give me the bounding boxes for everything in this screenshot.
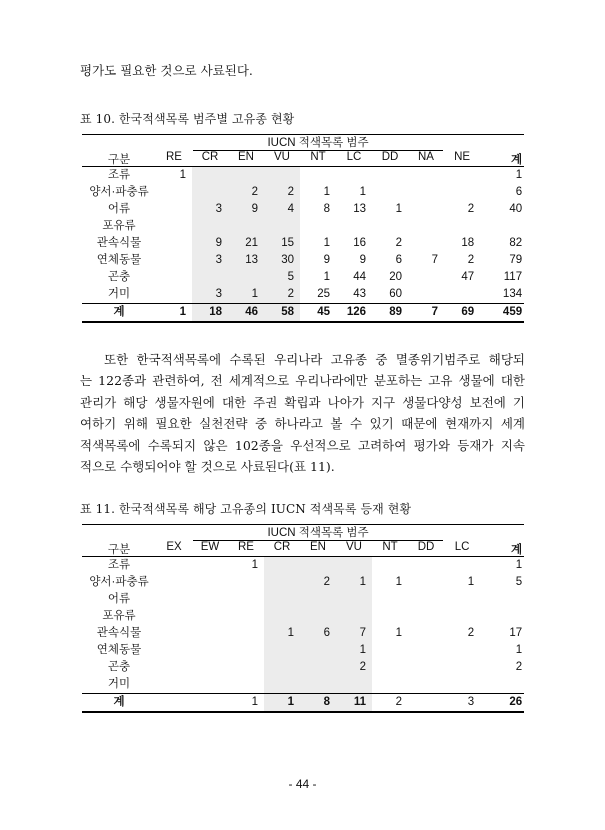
table-cell: 5 — [264, 269, 300, 286]
row-total: 6 — [515, 185, 523, 198]
table-cell — [228, 218, 264, 235]
total-cell — [192, 694, 228, 713]
row-total: 5 — [515, 575, 523, 588]
total-cell: 2 — [372, 694, 408, 713]
table-cell — [228, 676, 264, 694]
table-row — [82, 286, 524, 304]
table-cell — [192, 591, 228, 608]
table-cell — [444, 608, 480, 625]
table-cell — [408, 557, 444, 575]
total-cell: 69 — [444, 304, 480, 323]
table-cell — [156, 557, 192, 575]
table-cell: 1 — [323, 236, 330, 249]
table-cell — [372, 659, 408, 676]
table-cell — [300, 218, 336, 235]
table-cell — [300, 591, 336, 608]
total-cell: 1 — [228, 694, 264, 713]
table-cell: 1 — [251, 558, 258, 571]
total-row — [82, 304, 524, 323]
table-cell — [300, 659, 336, 676]
table-cell: 2 — [467, 253, 475, 266]
table-cell — [192, 676, 228, 694]
table-cell — [444, 286, 480, 304]
column-header: LC — [444, 541, 480, 557]
paragraph-line: 적으로 수행되어야 할 것으로 사료된다(표 11). — [80, 459, 335, 475]
table-cell: 8 — [323, 202, 330, 215]
table-cell: 21 — [228, 235, 264, 252]
table-cell — [444, 167, 480, 185]
table-cell — [228, 659, 264, 676]
table-cell — [408, 642, 444, 659]
column-header: VU — [336, 541, 372, 557]
table-cell: 9 — [359, 253, 366, 266]
table-cell — [336, 591, 372, 608]
total-cell: 11 — [336, 694, 372, 713]
total-cell: 3 — [444, 694, 480, 713]
paragraph-line: 적색목록에 수록되지 않은 102종을 우선적으로 고려하여 평가와 등재가 지속 — [80, 437, 525, 453]
row-total: 82 — [509, 236, 523, 249]
col-group-header: 구분 — [82, 525, 156, 557]
column-header: EN — [228, 151, 264, 167]
table-cell — [444, 557, 480, 575]
paragraph-line: 관리가 해당 생물자원에 대한 주권 확립과 나아가 지구 생물다양성 보전에 기 — [80, 394, 525, 410]
total-cell: 58 — [264, 304, 300, 323]
table-cell — [336, 608, 372, 625]
table-cell — [156, 201, 192, 218]
table-cell — [156, 591, 192, 608]
table-row — [82, 252, 524, 269]
table-cell — [336, 557, 372, 575]
table-cell — [300, 642, 336, 659]
table-cell — [264, 557, 300, 575]
table-cell — [336, 218, 372, 235]
table-cell — [156, 642, 192, 659]
table-cell — [372, 557, 408, 575]
table-cell: 7 — [336, 625, 372, 642]
row-label: 어류 — [107, 202, 131, 215]
table-cell — [300, 676, 336, 694]
column-header: VU — [264, 151, 300, 167]
table-row — [82, 676, 524, 694]
row-total: 79 — [509, 253, 523, 266]
table-cell: 1 — [395, 626, 402, 639]
table-cell: 13 — [228, 252, 264, 269]
table-cell — [156, 184, 192, 201]
table-cell — [264, 591, 300, 608]
table-cell — [192, 167, 228, 185]
table-cell: 9 — [228, 201, 264, 218]
row-label: 관속식물 — [96, 236, 142, 249]
column-header: CR — [264, 541, 300, 557]
total-cell — [408, 694, 444, 713]
table-cell: 1 — [395, 575, 402, 588]
table-row — [82, 184, 524, 201]
table-cell — [264, 642, 300, 659]
table-cell — [372, 591, 408, 608]
paragraph-line: 여하기 위해 필요한 실천전략 중 하나라고 볼 수 있기 때문에 현재까지 세계 — [80, 416, 525, 432]
row-label: 양서·파충류 — [89, 575, 149, 588]
paragraph-line: 또한 한국적색목록에 수록된 우리나라 고유종 중 멸종위기범주로 해당되 — [104, 352, 525, 367]
table-cell — [372, 218, 408, 235]
row-label: 조류 — [107, 168, 131, 181]
row-total: 1 — [515, 168, 523, 181]
total-header: 계 — [480, 525, 524, 557]
row-label: 조류 — [107, 558, 131, 571]
table-cell: 13 — [353, 202, 366, 215]
column-header: NT — [300, 151, 336, 167]
table-cell: 1 — [336, 642, 372, 659]
table-cell — [444, 659, 480, 676]
table-cell — [264, 676, 300, 694]
row-total: 134 — [502, 287, 523, 300]
table-cell — [372, 676, 408, 694]
column-header: EN — [300, 541, 336, 557]
table-cell — [156, 625, 192, 642]
row-label: 곤충 — [107, 270, 131, 283]
table-cell: 1 — [323, 185, 330, 198]
table-cell: 20 — [389, 270, 402, 283]
table-cell — [228, 591, 264, 608]
table-cell — [372, 167, 408, 185]
table-cell — [336, 676, 372, 694]
table-cell — [336, 167, 372, 185]
table-cell: 3 — [192, 252, 228, 269]
table-row — [82, 608, 524, 625]
table-cell — [300, 557, 336, 575]
table-cell: 6 — [300, 625, 336, 642]
row-label: 거미 — [107, 677, 131, 690]
column-header: NA — [408, 151, 444, 167]
row-label: 거미 — [107, 287, 131, 300]
table-cell — [156, 676, 192, 694]
table-cell — [372, 608, 408, 625]
total-cell: 46 — [228, 304, 264, 323]
table-cell: 2 — [336, 659, 372, 676]
table-cell: 25 — [317, 287, 330, 300]
table-cell — [156, 659, 192, 676]
table11-caption: 표 11. 한국적색목록 해당 고유종의 IUCN 적색목록 등재 현황 — [80, 502, 412, 516]
table-cell: 1 — [228, 286, 264, 304]
table-cell — [192, 642, 228, 659]
table-cell: 2 — [467, 202, 475, 215]
table-cell: 3 — [192, 201, 228, 218]
table-cell — [408, 286, 444, 304]
row-label: 어류 — [107, 592, 131, 605]
grand-total: 26 — [480, 694, 524, 713]
table-row — [82, 557, 524, 575]
table-cell — [156, 574, 192, 591]
table-cell — [408, 235, 444, 252]
table-cell — [156, 286, 192, 304]
total-cell: 8 — [300, 694, 336, 713]
row-label: 포유류 — [102, 219, 136, 232]
table-cell — [372, 184, 408, 201]
row-total: 40 — [509, 202, 523, 215]
table-cell — [264, 574, 300, 591]
table-cell: 7 — [431, 253, 438, 266]
table-cell: 1 — [359, 185, 366, 198]
total-row — [82, 694, 524, 713]
column-header: LC — [336, 151, 372, 167]
column-header: RE — [156, 151, 192, 167]
table-row — [82, 201, 524, 218]
row-total: 1 — [515, 643, 523, 656]
total-cell: 45 — [300, 304, 336, 323]
table-cell: 18 — [461, 236, 475, 249]
row-label: 연체동물 — [96, 643, 142, 656]
table-cell — [372, 642, 408, 659]
column-header: EW — [192, 541, 228, 557]
table-cell — [192, 218, 228, 235]
table-cell — [192, 608, 228, 625]
table-cell — [408, 184, 444, 201]
column-header: EX — [156, 541, 192, 557]
row-total — [480, 608, 524, 625]
row-label: 곤충 — [107, 660, 131, 673]
table-cell — [192, 184, 228, 201]
column-header: DD — [408, 541, 444, 557]
table-cell: 1 — [264, 625, 300, 642]
table-row — [82, 625, 524, 642]
column-header: NE — [444, 151, 480, 167]
table-cell — [156, 608, 192, 625]
column-header: CR — [192, 151, 228, 167]
table-cell — [192, 557, 228, 575]
body-paragraph — [80, 349, 525, 477]
total-cell: 7 — [408, 304, 444, 323]
category-header: IUCN 적색목록 범주 — [193, 138, 443, 152]
table-cell: 9 — [192, 235, 228, 252]
total-cell: 1 — [264, 694, 300, 713]
table-cell: 6 — [395, 253, 402, 266]
total-cell: 1 — [156, 304, 192, 323]
table10 — [82, 134, 524, 323]
top-text: 평가도 필요한 것으로 사료된다. — [80, 63, 253, 78]
table-cell — [408, 676, 444, 694]
table-cell: 60 — [389, 287, 402, 300]
table-cell — [444, 591, 480, 608]
table-row — [82, 167, 524, 185]
table-cell — [408, 574, 444, 591]
table-cell — [156, 252, 192, 269]
table-cell — [228, 167, 264, 185]
table-cell — [264, 659, 300, 676]
table-cell — [444, 218, 480, 235]
table-cell: 1 — [467, 575, 475, 588]
total-row-label: 계 — [82, 304, 156, 323]
table-cell — [264, 218, 300, 235]
row-total: 117 — [503, 270, 523, 283]
table-cell — [408, 201, 444, 218]
table-cell — [192, 659, 228, 676]
table-cell: 2 — [395, 236, 402, 249]
total-cell: 18 — [192, 304, 228, 323]
table-cell: 2 — [264, 184, 300, 201]
total-cell: 89 — [372, 304, 408, 323]
table10-caption: 표 10. 한국적색목록 범주별 고유종 현황 — [80, 112, 295, 126]
table-cell: 44 — [353, 270, 366, 283]
table-cell — [192, 269, 228, 286]
table-cell: 2 — [228, 184, 264, 201]
total-cell — [156, 694, 192, 713]
table-cell: 43 — [353, 287, 366, 300]
table-cell — [408, 659, 444, 676]
table-row — [82, 235, 524, 252]
table-cell — [228, 625, 264, 642]
table-row — [82, 591, 524, 608]
table-cell — [300, 167, 336, 185]
row-total — [480, 591, 524, 608]
table-cell — [408, 167, 444, 185]
table-cell: 2 — [300, 574, 336, 591]
table-row — [82, 269, 524, 286]
table-cell — [264, 608, 300, 625]
table-cell: 1 — [179, 168, 186, 181]
table-cell: 30 — [264, 252, 300, 269]
table-cell — [228, 574, 264, 591]
table-cell: 9 — [323, 253, 330, 266]
table-cell — [156, 269, 192, 286]
table-cell — [444, 676, 480, 694]
table-cell — [264, 167, 300, 185]
table-cell: 1 — [395, 202, 402, 215]
table-cell — [444, 184, 480, 201]
table-cell: 2 — [264, 286, 300, 304]
total-cell: 126 — [336, 304, 372, 323]
paragraph-line: 는 122종과 관련하여, 전 세계적으로 우리나라에만 분포하는 고유 생물에 대한 — [80, 373, 525, 389]
row-total — [480, 676, 524, 694]
table-cell — [408, 608, 444, 625]
table-cell — [156, 235, 192, 252]
row-label: 양서·파충류 — [89, 185, 149, 198]
page-number: - 44 - — [288, 777, 317, 791]
table-cell: 47 — [461, 270, 475, 283]
table-cell: 1 — [336, 574, 372, 591]
table-cell — [300, 608, 336, 625]
column-header: DD — [372, 151, 408, 167]
table-cell — [408, 269, 444, 286]
table-cell — [228, 642, 264, 659]
table-cell — [408, 625, 444, 642]
table-cell — [192, 574, 228, 591]
table-cell: 2 — [467, 626, 475, 639]
column-header: NT — [372, 541, 408, 557]
table-cell: 15 — [264, 235, 300, 252]
table-row — [82, 659, 524, 676]
col-group-header: 구분 — [82, 135, 156, 167]
row-label: 관속식물 — [96, 626, 142, 639]
column-header: RE — [228, 541, 264, 557]
total-header: 계 — [480, 135, 524, 167]
table-cell: 3 — [192, 286, 228, 304]
table-cell — [408, 591, 444, 608]
table-cell — [156, 218, 192, 235]
row-total — [480, 218, 524, 235]
table-row — [82, 642, 524, 659]
table-cell: 4 — [264, 201, 300, 218]
table-cell — [228, 608, 264, 625]
row-total: 1 — [515, 558, 523, 571]
table-row — [82, 574, 524, 591]
total-row-label: 계 — [82, 694, 156, 713]
row-label: 연체동물 — [96, 253, 142, 266]
table-cell: 16 — [353, 236, 366, 249]
table-cell — [228, 269, 264, 286]
row-label: 포유류 — [102, 609, 136, 622]
row-total: 2 — [515, 660, 523, 673]
row-total: 17 — [509, 626, 523, 639]
table11 — [82, 524, 524, 713]
table-cell: 1 — [323, 270, 330, 283]
table-cell — [444, 642, 480, 659]
category-header: IUCN 적색목록 범주 — [193, 528, 443, 542]
table-cell — [192, 625, 228, 642]
table-cell — [408, 218, 444, 235]
grand-total: 459 — [480, 304, 524, 323]
table-row — [82, 218, 524, 235]
